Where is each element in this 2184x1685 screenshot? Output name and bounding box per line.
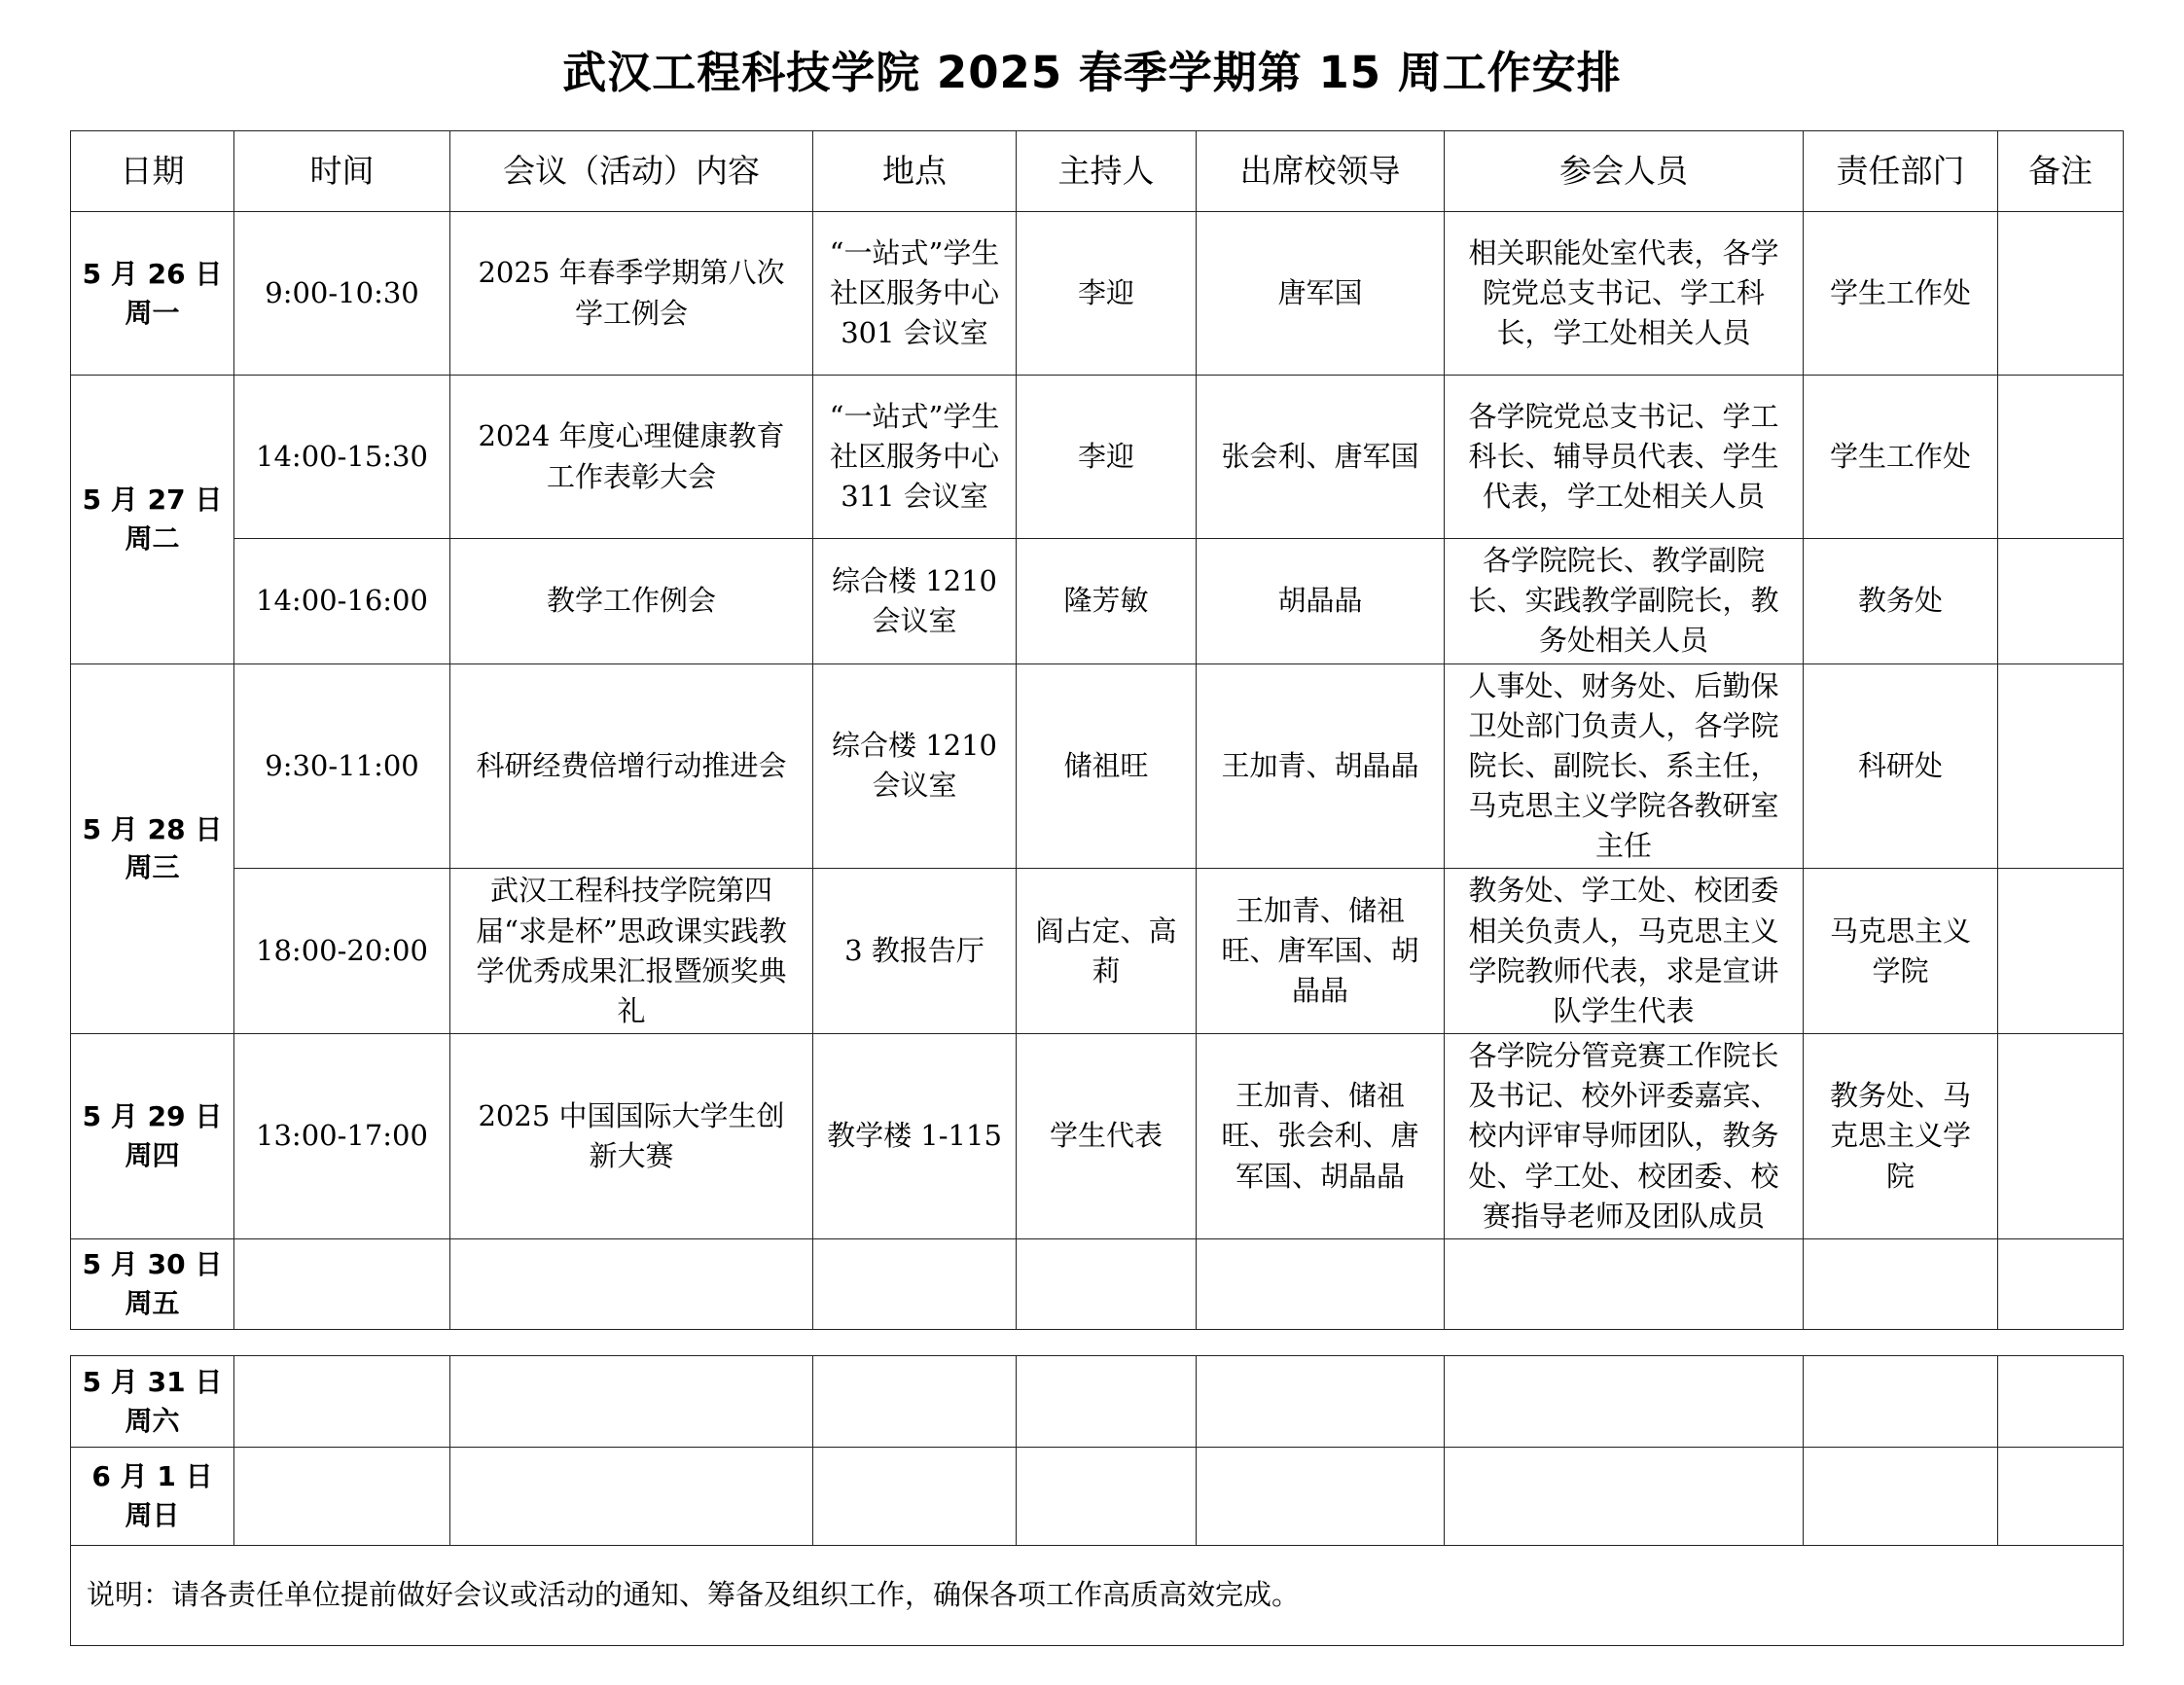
content-cell: 教学工作例会	[450, 539, 813, 664]
content-cell: 2024 年度心理健康教育工作表彰大会	[450, 376, 813, 539]
empty-cell	[1017, 1356, 1197, 1448]
header-time: 时间	[234, 131, 450, 212]
date-cell	[71, 1448, 234, 1546]
date-cell	[71, 663, 234, 1034]
host-cell: 阎占定、高莉	[1017, 869, 1197, 1034]
weekday-text: 周三	[125, 851, 180, 884]
time-cell: 9:30-11:00	[234, 663, 450, 869]
dept-cell: 教务处、马克思主义学院	[1804, 1034, 1998, 1239]
header-dept: 责任部门	[1804, 131, 1998, 212]
schedule-table	[70, 130, 2124, 1330]
host-cell: 学生代表	[1017, 1034, 1197, 1239]
date-cell	[71, 1356, 234, 1448]
empty-cell	[1017, 1448, 1197, 1546]
weekday-text: 周四	[125, 1138, 180, 1171]
header-date: 日期	[71, 131, 234, 212]
attendees-cell: 相关职能处室代表，各学院党总支书记、学工科长，学工处相关人员	[1445, 212, 1804, 376]
remark-cell	[1998, 539, 2124, 664]
location-cell: 综合楼 1210 会议室	[813, 663, 1017, 869]
empty-cell	[1804, 1238, 1998, 1329]
time-cell: 9:00-10:30	[234, 212, 450, 376]
table-row	[71, 1034, 2124, 1239]
empty-cell	[1197, 1238, 1445, 1329]
content-cell: 科研经费倍增行动推进会	[450, 663, 813, 869]
header-host: 主持人	[1017, 131, 1197, 212]
empty-cell	[1197, 1356, 1445, 1448]
date-text: 5 月 28 日	[82, 812, 223, 845]
empty-cell	[1445, 1448, 1804, 1546]
header-remark: 备注	[1998, 131, 2124, 212]
empty-cell	[450, 1356, 813, 1448]
date-cell	[71, 1238, 234, 1329]
empty-cell	[1998, 1356, 2124, 1448]
location-cell: 教学楼 1-115	[813, 1034, 1017, 1239]
time-cell: 14:00-15:30	[234, 376, 450, 539]
remark-cell	[1998, 212, 2124, 376]
dept-cell: 教务处	[1804, 539, 1998, 664]
empty-cell	[1445, 1238, 1804, 1329]
note-text: 说明：请各责任单位提前做好会议或活动的通知、筹备及组织工作，确保各项工作高质高效完成。	[71, 1546, 2124, 1646]
remark-cell	[1998, 663, 2124, 869]
host-cell: 储祖旺	[1017, 663, 1197, 869]
table-row	[71, 869, 2124, 1034]
leaders-cell: 唐军国	[1197, 212, 1445, 376]
date-cell	[71, 1034, 234, 1239]
time-cell: 18:00-20:00	[234, 869, 450, 1034]
empty-cell	[813, 1448, 1017, 1546]
empty-cell	[1998, 1238, 2124, 1329]
date-cell	[71, 212, 234, 376]
table-row	[71, 376, 2124, 539]
date-text: 5 月 26 日	[82, 257, 223, 290]
empty-cell	[234, 1448, 450, 1546]
header-row	[71, 131, 2124, 212]
table-row	[71, 663, 2124, 869]
dept-cell: 学生工作处	[1804, 376, 1998, 539]
weekday-text: 周二	[125, 521, 180, 555]
date-text: 5 月 29 日	[82, 1100, 223, 1133]
empty-cell	[234, 1356, 450, 1448]
remark-cell	[1998, 376, 2124, 539]
attendees-cell: 各学院分管竞赛工作院长及书记、校外评委嘉宾、校内评审导师团队，教务处、学工处、校团委、校赛指导老师及团队成员	[1445, 1034, 1804, 1239]
empty-cell	[1998, 1448, 2124, 1546]
header-location: 地点	[813, 131, 1017, 212]
attendees-cell: 各学院院长、教学副院长、实践教学副院长，教务处相关人员	[1445, 539, 1804, 664]
date-cell	[71, 376, 234, 664]
date-text: 5 月 27 日	[82, 484, 223, 516]
remark-cell	[1998, 1034, 2124, 1239]
empty-cell	[1804, 1448, 1998, 1546]
location-cell: “一站式”学生社区服务中心 311 会议室	[813, 376, 1017, 539]
attendees-cell: 教务处、学工处、校团委相关负责人，马克思主义学院教师代表，求是宣讲队学生代表	[1445, 869, 1804, 1034]
empty-cell	[1197, 1448, 1445, 1546]
weekday-text: 周日	[125, 1499, 180, 1531]
leaders-cell: 王加青、胡晶晶	[1197, 663, 1445, 869]
table-row	[71, 539, 2124, 664]
empty-cell	[450, 1238, 813, 1329]
weekday-text: 周六	[125, 1404, 180, 1437]
attendees-cell: 人事处、财务处、后勤保卫处部门负责人，各学院院长、副院长、系主任，马克思主义学院各教研室主任	[1445, 663, 1804, 869]
time-cell: 14:00-16:00	[234, 539, 450, 664]
host-cell: 隆芳敏	[1017, 539, 1197, 664]
weekday-text: 周五	[125, 1286, 180, 1319]
table-row	[71, 1238, 2124, 1329]
empty-cell	[234, 1238, 450, 1329]
header-leaders: 出席校领导	[1197, 131, 1445, 212]
header-attendees: 参会人员	[1445, 131, 1804, 212]
date-text: 6 月 1 日	[91, 1460, 213, 1493]
attendees-cell: 各学院党总支书记、学工科长、辅导员代表、学生代表，学工处相关人员	[1445, 376, 1804, 539]
weekend-table	[70, 1355, 2124, 1646]
empty-cell	[450, 1448, 813, 1546]
empty-cell	[1445, 1356, 1804, 1448]
date-text: 5 月 30 日	[82, 1248, 223, 1281]
leaders-cell: 王加青、储祖旺、张会利、唐军国、胡晶晶	[1197, 1034, 1445, 1239]
table-row	[71, 1356, 2124, 1448]
table-row	[71, 212, 2124, 376]
remark-cell	[1998, 869, 2124, 1034]
leaders-cell: 王加青、储祖旺、唐军国、胡晶晶	[1197, 869, 1445, 1034]
location-cell: 3 教报告厅	[813, 869, 1017, 1034]
dept-cell: 学生工作处	[1804, 212, 1998, 376]
note-row	[71, 1546, 2124, 1646]
content-cell: 2025 年春季学期第八次学工例会	[450, 212, 813, 376]
table-row	[71, 1448, 2124, 1546]
host-cell: 李迎	[1017, 212, 1197, 376]
dept-cell: 马克思主义学院	[1804, 869, 1998, 1034]
weekday-text: 周一	[125, 296, 180, 329]
empty-cell	[1804, 1356, 1998, 1448]
time-cell: 13:00-17:00	[234, 1034, 450, 1239]
location-cell: “一站式”学生社区服务中心 301 会议室	[813, 212, 1017, 376]
content-cell: 2025 中国国际大学生创新大赛	[450, 1034, 813, 1239]
host-cell: 李迎	[1017, 376, 1197, 539]
date-text: 5 月 31 日	[82, 1365, 223, 1398]
header-content: 会议（活动）内容	[450, 131, 813, 212]
empty-cell	[813, 1356, 1017, 1448]
empty-cell	[1017, 1238, 1197, 1329]
location-cell: 综合楼 1210 会议室	[813, 539, 1017, 664]
leaders-cell: 张会利、唐军国	[1197, 376, 1445, 539]
content-cell: 武汉工程科技学院第四届“求是杯”思政课实践教学优秀成果汇报暨颁奖典礼	[450, 869, 813, 1034]
dept-cell: 科研处	[1804, 663, 1998, 869]
page-title: 武汉工程科技学院 2025 春季学期第 15 周工作安排	[562, 47, 1622, 98]
empty-cell	[813, 1238, 1017, 1329]
leaders-cell: 胡晶晶	[1197, 539, 1445, 664]
